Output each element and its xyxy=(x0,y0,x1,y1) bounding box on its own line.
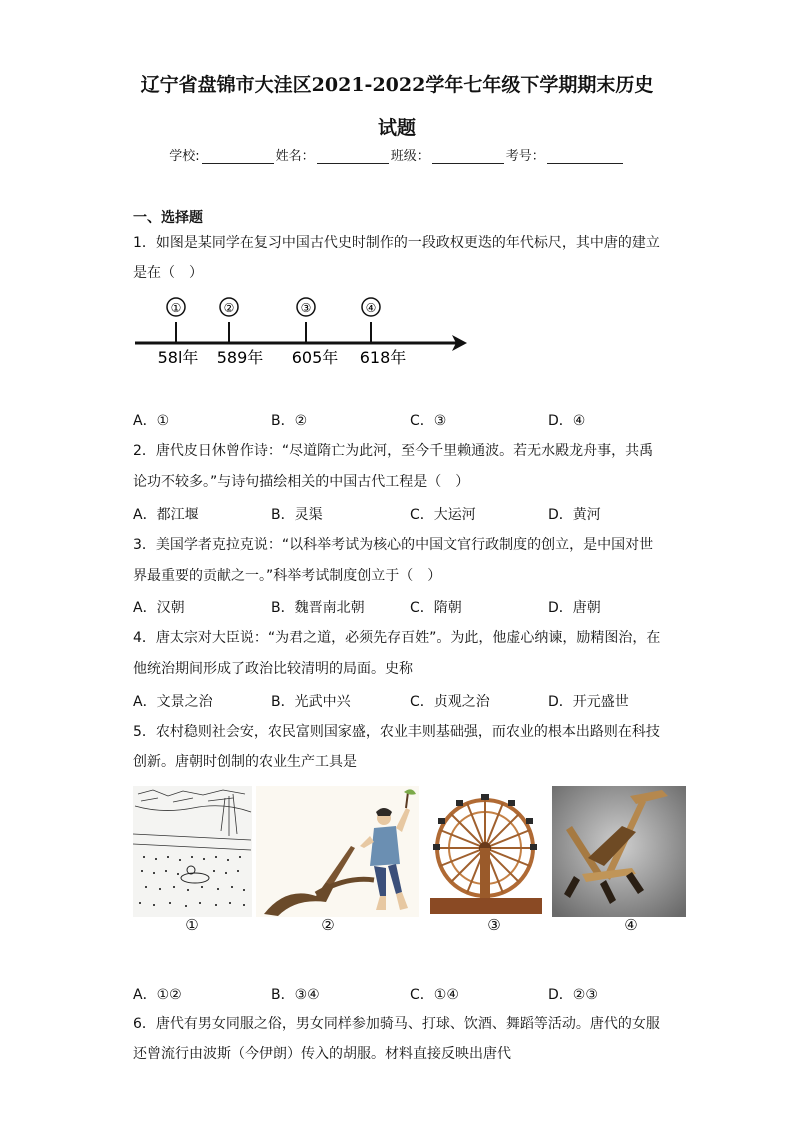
q2-option-b[interactable]: B．灵渠 xyxy=(271,507,323,523)
number-blank[interactable] xyxy=(547,149,623,164)
q5-image-label-2: ② xyxy=(321,916,335,934)
q5-stem-line2: 创新。唐朝时创制的农业生产工具是 xyxy=(133,754,357,770)
q3-stem-line1: 3．美国学者克拉克说：“以科举考试为核心的中国文官行政制度的创立，是中国对世 xyxy=(133,537,654,553)
marker-label-3: ③ xyxy=(300,301,312,315)
q5-option-d[interactable]: D．②③ xyxy=(548,987,598,1003)
timeline-marker-4 xyxy=(360,298,407,367)
q1-stem-line2: 是在（ ） xyxy=(133,265,203,281)
q6-stem-line2: 还曾流行由波斯（今伊朗）传入的胡服。材料直接反映出唐代 xyxy=(133,1046,511,1062)
timeline-marker-3 xyxy=(292,298,339,367)
q4-stem-line2: 他统治期间形成了政治比较清明的局面。史称 xyxy=(133,661,413,677)
class-label: 班级： xyxy=(390,149,430,164)
farmer-plough-illustration xyxy=(256,786,419,917)
year-label-3: 605年 xyxy=(291,348,339,367)
timeline-marker-1 xyxy=(158,298,199,367)
year-label-4: 618年 xyxy=(359,348,407,367)
q3-stem-line2: 界最重要的贡献之一。”科举考试制度创立于（ ） xyxy=(133,568,442,584)
q3-option-b[interactable]: B．魏晋南北朝 xyxy=(271,600,365,616)
q4-stem-line1: 4．唐太宗对大臣说：“为君之道，必须先存百姓”。为此，他虚心纳谏，励精图治，在 xyxy=(133,630,661,646)
number-label: 考号： xyxy=(505,149,545,164)
timeline-marker-2 xyxy=(217,298,264,367)
q5-image-label-4: ④ xyxy=(624,916,638,934)
q4-option-c[interactable]: C．贞观之治 xyxy=(410,694,490,710)
q1-option-c[interactable]: C．③ xyxy=(410,413,447,429)
school-blank[interactable] xyxy=(202,149,274,164)
marker-label-2: ② xyxy=(223,301,235,315)
name-blank[interactable] xyxy=(317,149,389,164)
q5-image-label-1: ① xyxy=(185,916,199,934)
q6-stem-line1: 6．唐代有男女同服之俗，男女同样参加骑马、打球、饮酒、舞蹈等活动。唐代的女服 xyxy=(133,1016,660,1032)
q5-image-label-3: ③ xyxy=(487,916,501,934)
q5-option-c[interactable]: C．①④ xyxy=(410,987,459,1003)
q5-image-4 xyxy=(552,786,686,917)
q2-option-a[interactable]: A．都江堰 xyxy=(133,507,199,523)
q2-option-d[interactable]: D．黄河 xyxy=(548,507,601,523)
q5-image-2 xyxy=(256,786,419,917)
q2-option-c[interactable]: C．大运河 xyxy=(410,507,476,523)
q5-image-3 xyxy=(422,786,549,917)
q5-stem-line1: 5．农村稳则社会安，农民富则国家盛，农业丰则基础强，而农业的根本出路则在科技 xyxy=(133,724,660,740)
q5-option-b[interactable]: B．③④ xyxy=(271,987,320,1003)
exam-title-line2: 试题 xyxy=(377,117,416,139)
q1-timeline xyxy=(130,293,475,373)
q4-option-a[interactable]: A．文景之治 xyxy=(133,694,213,710)
q1-option-b[interactable]: B．② xyxy=(271,413,308,429)
name-label: 姓名： xyxy=(275,149,315,164)
q1-option-a[interactable]: A．① xyxy=(133,413,170,429)
woodcut-field-illustration xyxy=(133,786,252,917)
q3-option-d[interactable]: D．唐朝 xyxy=(548,600,601,616)
q3-option-a[interactable]: A．汉朝 xyxy=(133,600,185,616)
curved-plough-model xyxy=(552,786,686,917)
q2-stem-line1: 2．唐代皮日休曾作诗：“尽道隋亡为此河，至今千里赖通波。若无水殿龙舟事，共禹 xyxy=(133,443,654,459)
q3-option-c[interactable]: C．隋朝 xyxy=(410,600,462,616)
section-title: 一、选择题 xyxy=(133,210,203,226)
year-label-2: 589年 xyxy=(216,348,264,367)
q2-stem-line2: 论功不较多。”与诗句描绘相关的中国古代工程是（ ） xyxy=(133,474,470,490)
q1-stem-line1: 1．如图是某同学在复习中国古代史时制作的一段政权更迭的年代标尺，其中唐的建立 xyxy=(133,235,660,251)
marker-label-1: ① xyxy=(170,301,182,315)
exam-title-line1: 辽宁省盘锦市大洼区2021-2022学年七年级下学期期末历史 xyxy=(140,74,654,96)
q5-image-1 xyxy=(133,786,252,917)
student-info-line xyxy=(0,145,794,164)
water-wheel-illustration xyxy=(422,786,549,917)
q4-option-d[interactable]: D．开元盛世 xyxy=(548,694,629,710)
class-blank[interactable] xyxy=(432,149,504,164)
q4-option-b[interactable]: B．光武中兴 xyxy=(271,694,351,710)
year-label-1: 58l年 xyxy=(157,348,199,367)
q5-option-a[interactable]: A．①② xyxy=(133,987,182,1003)
school-label: 学校: xyxy=(169,149,200,164)
q1-option-d[interactable]: D．④ xyxy=(548,413,586,429)
marker-label-4: ④ xyxy=(365,301,377,315)
